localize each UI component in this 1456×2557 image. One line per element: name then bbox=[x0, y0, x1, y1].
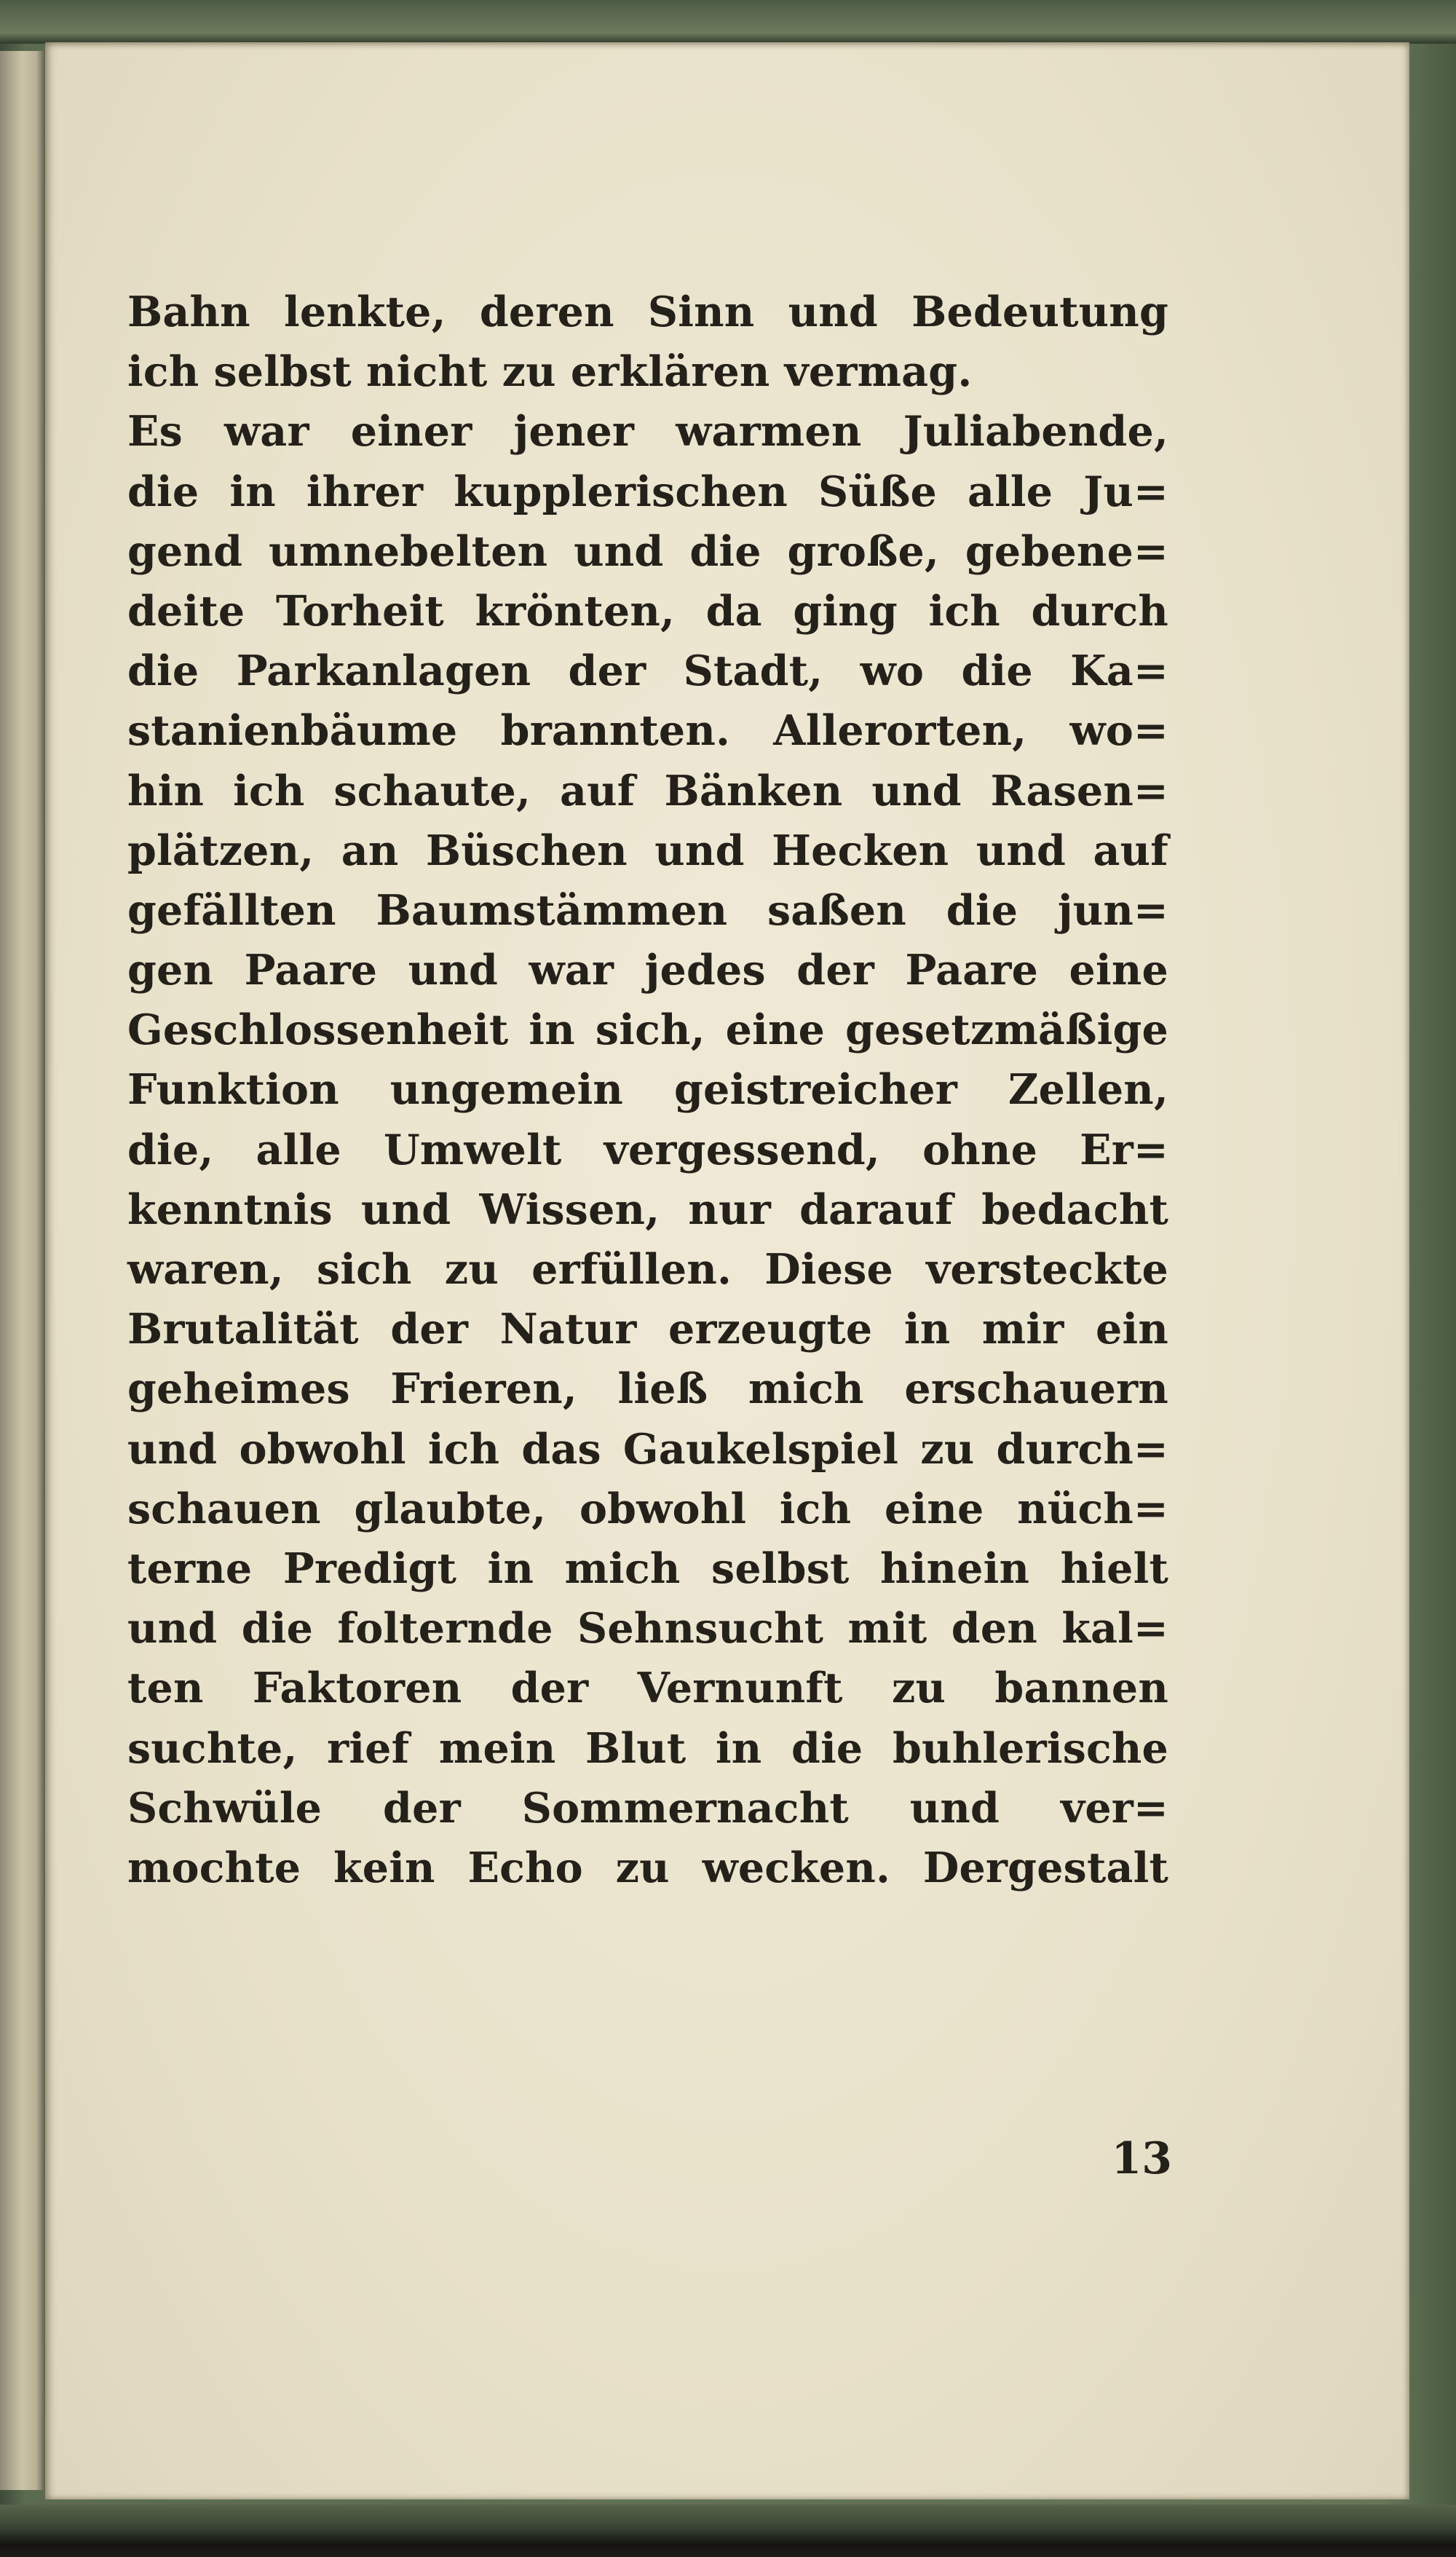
text-line: und die folternde Sehnsucht mit den kal= bbox=[127, 1604, 1168, 1653]
text-line: stanienbäume brannten. Allerorten, wo= bbox=[127, 706, 1168, 756]
book-cover-edge-top bbox=[0, 0, 1456, 44]
text-line: Bahn lenkte, deren Sinn und Bedeutung bbox=[127, 288, 1168, 336]
text-line: und obwohl ich das Gaukelspiel zu durch= bbox=[127, 1424, 1168, 1474]
text-line: Brutalität der Natur erzeugte in mir ein bbox=[127, 1305, 1168, 1354]
text-line: terne Predigt in mich selbst hinein hielt bbox=[127, 1544, 1168, 1593]
text-line: ten Faktoren der Vernunft zu bannen bbox=[127, 1664, 1168, 1713]
text-line: schauen glaubte, obwohl ich eine nüch= bbox=[127, 1484, 1168, 1533]
text-line: deite Torheit krönten, da ging ich durch bbox=[127, 586, 1168, 636]
text-line: geheimes Frieren, ließ mich erschauern bbox=[127, 1364, 1168, 1414]
text-line: Funktion ungemein geistreicher Zellen, bbox=[127, 1065, 1168, 1115]
text-line: gefällten Baumstämmen saßen die jun= bbox=[127, 885, 1168, 935]
body-text bbox=[127, 282, 1168, 1898]
page-number: 13 bbox=[1111, 2133, 1172, 2184]
text-line: hin ich schaute, auf Bänken und Rasen= bbox=[127, 766, 1168, 815]
text-line: mochte kein Echo zu wecken. Dergestalt bbox=[127, 1843, 1168, 1892]
text-line: die in ihrer kupplerischen Süße alle Ju= bbox=[127, 467, 1168, 516]
text-line: plätzen, an Büschen und Hecken und auf bbox=[127, 826, 1168, 875]
text-line: Es war einer jener warmen Juliabende, bbox=[127, 407, 1168, 457]
text-line: gend umnebelten und die große, gebene= bbox=[127, 526, 1168, 576]
text-line: Geschlossenheit in sich, eine gesetzmäßige bbox=[127, 1005, 1168, 1055]
text-line: waren, sich zu erfüllen. Diese versteckte bbox=[127, 1245, 1168, 1294]
text-line: die, alle Umwelt vergessend, ohne Er= bbox=[127, 1125, 1168, 1174]
text-line: kenntnis und Wissen, nur darauf bedacht bbox=[127, 1185, 1168, 1234]
text-line: Schwüle der Sommernacht und ver= bbox=[127, 1783, 1168, 1833]
text-line: die Parkanlagen der Stadt, wo die Ka= bbox=[127, 647, 1168, 696]
text-line: ich selbst nicht zu erklären vermag. bbox=[127, 347, 973, 397]
adjacent-page-edge bbox=[0, 51, 44, 2490]
book-cover-edge-bottom bbox=[0, 2505, 1456, 2557]
text-line: suchte, rief mein Blut in die buhlerische bbox=[127, 1723, 1168, 1773]
text-line: gen Paare und war jedes der Paare eine bbox=[127, 946, 1168, 995]
